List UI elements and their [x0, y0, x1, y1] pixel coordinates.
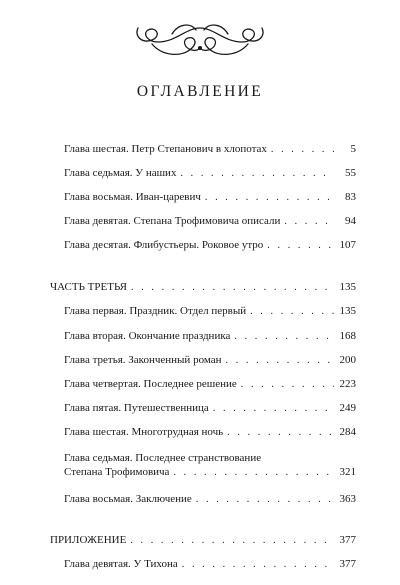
toc-entry: [64, 167, 356, 180]
toc-entry-page: 83: [345, 191, 356, 203]
toc-entry-page: 363: [339, 493, 356, 505]
toc-part-heading: [50, 281, 356, 294]
toc-entry: [64, 558, 356, 571]
toc-entry: [64, 305, 356, 318]
toc-entry: [64, 354, 356, 367]
toc-entry: [64, 451, 356, 480]
toc-entry: [64, 402, 356, 415]
leader-dots: [234, 330, 334, 343]
leader-dots: [267, 239, 334, 252]
toc-entry-title: Глава пятая. Путешественница: [64, 402, 209, 414]
leader-dots: [250, 305, 334, 318]
toc-entry-title: Глава седьмая. У наших: [64, 167, 177, 179]
toc-entry-page: 200: [339, 354, 356, 366]
toc-entry-title-continued: Степана Трофимовича: [64, 466, 170, 478]
toc-entry: [64, 143, 356, 156]
leader-dots: [226, 354, 334, 367]
toc-entry-title: Глава вторая. Окончание праздника: [64, 330, 231, 342]
toc-entry-page: 377: [339, 558, 356, 570]
toc-entry-title: Глава шестая. Петр Степанович в хлопотах: [64, 143, 267, 155]
toc-entry-title: Глава десятая. Флибустьеры. Роковое утро: [64, 239, 264, 251]
leader-dots: [213, 402, 334, 415]
toc-entry-title: Глава четвертая. Последнее решение: [64, 378, 237, 390]
leader-dots: [241, 378, 334, 391]
toc-entry-title: Глава восьмая. Заключение: [64, 493, 192, 505]
toc-entry-page: 249: [339, 402, 356, 414]
toc-entry: [64, 239, 356, 252]
toc-entry-title: Глава девятая. Степана Трофимовича описали: [64, 215, 281, 227]
toc-entry-page: 107: [339, 239, 356, 251]
toc-entry: [64, 493, 356, 506]
leader-dots: [227, 426, 334, 439]
toc-entry-page: 94: [345, 215, 356, 227]
leader-dots: [205, 191, 334, 204]
toc-entry-title: Глава шестая. Многотрудная ночь: [64, 426, 224, 438]
page-title: ОГЛАВЛЕНИЕ: [136, 83, 264, 100]
leader-dots: [130, 534, 334, 547]
toc-entry-title: Глава восьмая. Иван-царевич: [64, 191, 201, 203]
toc-entry-page: 321: [339, 466, 356, 478]
toc-entry: [64, 191, 356, 204]
toc-entry-page: 135: [339, 305, 356, 317]
leader-dots: [173, 466, 334, 480]
toc-part-title: ЧАСТЬ ТРЕТЬЯ: [50, 281, 128, 293]
toc-entry-page: 5: [350, 143, 356, 155]
toc-part-page: 377: [339, 534, 356, 546]
toc-entry: [64, 330, 356, 343]
toc-entry-page: 168: [339, 330, 356, 342]
leader-dots: [284, 215, 334, 228]
toc-part-heading: [50, 534, 356, 547]
toc-entry-title: Глава первая. Праздник. Отдел первый: [64, 305, 247, 317]
toc-entry-title: Глава девятая. У Тихона: [64, 558, 178, 570]
toc-entry: [64, 378, 356, 391]
toc-entry-page: 55: [345, 167, 356, 179]
leader-dots: [271, 143, 334, 156]
toc-part-title: ПРИЛОЖЕНИЕ: [50, 534, 127, 546]
leader-dots: [196, 493, 334, 506]
toc-part-page: 135: [339, 281, 356, 293]
toc-entry: [64, 215, 356, 228]
toc-entry-title: Глава седьмая. Последнее странствование: [64, 452, 262, 464]
toc-entry-page: 223: [339, 378, 356, 390]
toc-entry-page: 284: [339, 426, 356, 438]
toc-entry: [64, 426, 356, 439]
leader-dots: [131, 281, 334, 294]
toc-entry-title: Глава третья. Законченный роман: [64, 354, 222, 366]
leader-dots: [182, 558, 334, 571]
leader-dots: [180, 167, 334, 180]
